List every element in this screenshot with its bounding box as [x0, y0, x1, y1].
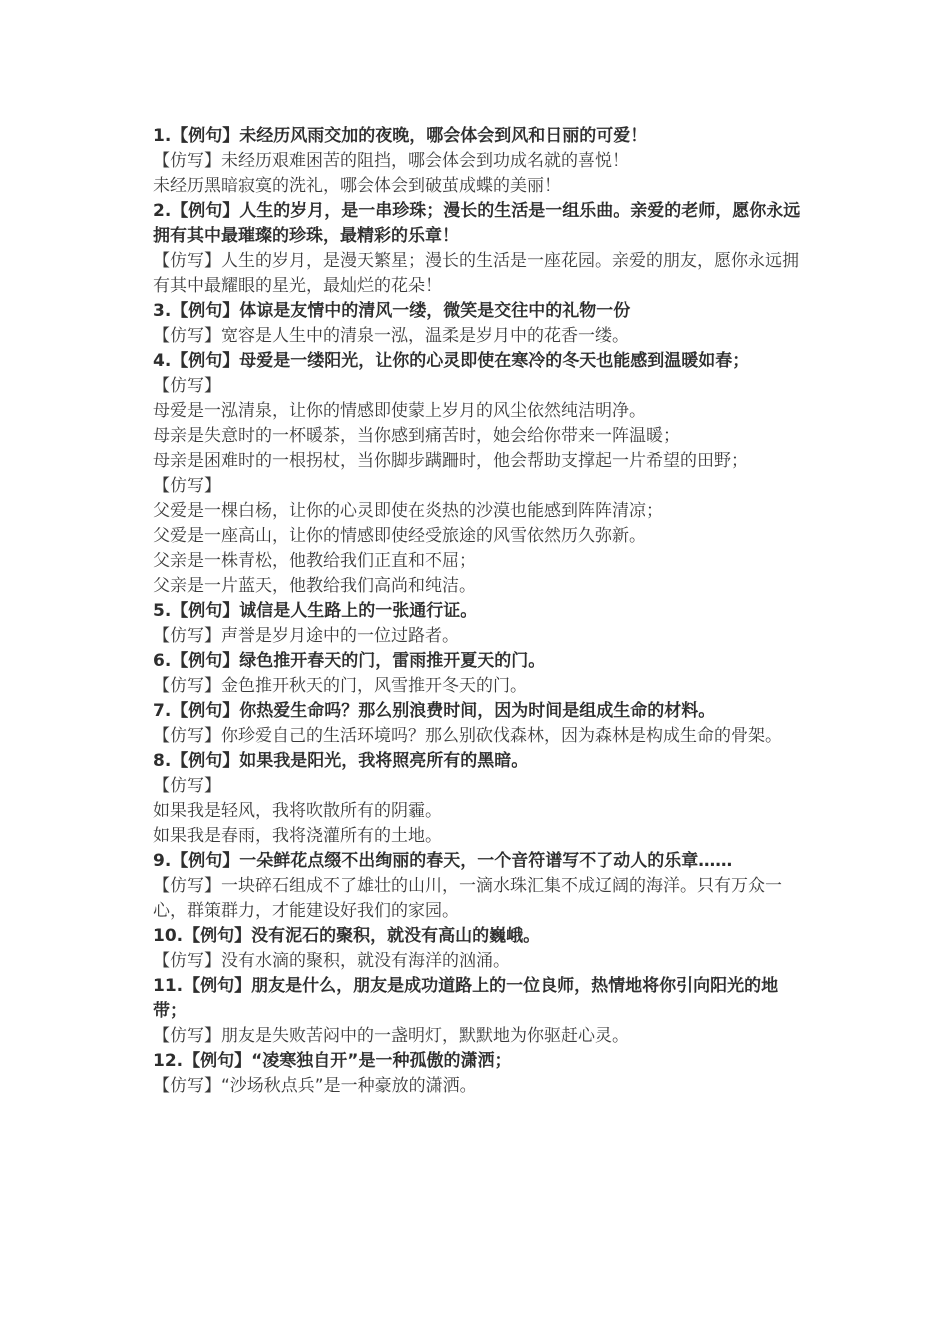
example-sentence: 3.【例句】体谅是友情中的清风一缕，微笑是交往中的礼物一份	[153, 301, 631, 321]
imitation-sentence: 【仿写】	[153, 376, 221, 396]
imitation-sentence: 母爱是一泓清泉，让你的情感即使蒙上岁月的风尘依然纯洁明净。	[153, 401, 646, 421]
imitation-sentence: 母亲是失意时的一杯暖茶，当你感到痛苦时，她会给你带来一阵温暖；	[153, 426, 680, 446]
imitation-sentence: 未经历黑暗寂寞的洗礼，哪会体会到破茧成蝶的美丽！	[153, 176, 561, 196]
imitation-sentence: 【仿写】朋友是失败苦闷中的一盏明灯，默默地为你驱赶心灵。	[153, 1026, 629, 1046]
example-sentence: 2.【例句】人生的岁月，是一串珍珠；漫长的生活是一组乐曲。亲爱的老师，愿你永远拥有其中最璀璨的珍珠，最精彩的乐章！	[153, 201, 801, 246]
example-sentence: 12.【例句】“凌寒独自开”是一种孤傲的潇洒；	[153, 1051, 512, 1071]
imitation-sentence: 如果我是春雨，我将浇灌所有的土地。	[153, 826, 442, 846]
imitation-sentence: 【仿写】人生的岁月，是漫天繁星；漫长的生活是一座花园。亲爱的朋友，愿你永远拥有其中最耀眼的星光，最灿烂的花朵！	[153, 251, 799, 296]
imitation-sentence: 【仿写】没有水滴的聚积，就没有海洋的汹涌。	[153, 951, 510, 971]
imitation-sentence: 【仿写】未经历艰难困苦的阻挡，哪会体会到功成名就的喜悦！	[153, 151, 629, 171]
imitation-sentence: 父亲是一片蓝天，他教给我们高尚和纯洁。	[153, 576, 476, 596]
imitation-sentence: 父爱是一棵白杨，让你的心灵即使在炎热的沙漠也能感到阵阵清凉；	[153, 501, 663, 521]
imitation-sentence: 【仿写】金色推开秋天的门，风雪推开冬天的门。	[153, 676, 527, 696]
example-sentence: 7.【例句】你热爱生命吗？那么别浪费时间，因为时间是组成生命的材料。	[153, 701, 716, 721]
imitation-sentence: 如果我是轻风，我将吹散所有的阴霾。	[153, 801, 442, 821]
example-sentence: 10.【例句】没有泥石的聚积，就没有高山的巍峨。	[153, 926, 541, 946]
imitation-sentence: 【仿写】	[153, 476, 221, 496]
example-sentence: 11.【例句】朋友是什么，朋友是成功道路上的一位良师，热情地将你引向阳光的地带；	[153, 976, 779, 1021]
example-sentence: 5.【例句】诚信是人生路上的一张通行证。	[153, 601, 478, 621]
imitation-sentence: 【仿写】“沙场秋点兵”是一种豪放的潇洒。	[153, 1076, 477, 1096]
example-sentence: 4.【例句】母爱是一缕阳光，让你的心灵即使在寒冷的冬天也能感到温暖如春；	[153, 351, 750, 371]
imitation-sentence: 父亲是一株青松，他教给我们正直和不屈；	[153, 551, 476, 571]
imitation-sentence: 【仿写】声誉是岁月途中的一位过路者。	[153, 626, 459, 646]
imitation-sentence: 【仿写】	[153, 776, 221, 796]
example-sentence: 8.【例句】如果我是阳光，我将照亮所有的黑暗。	[153, 751, 529, 771]
document-body	[153, 124, 803, 1099]
imitation-sentence: 【仿写】你珍爱自己的生活环境吗？那么别砍伐森林，因为森林是构成生命的骨架。	[153, 726, 782, 746]
imitation-sentence: 父爱是一座高山，让你的情感即使经受旅途的风雪依然历久弥新。	[153, 526, 646, 546]
imitation-sentence: 母亲是困难时的一根拐杖，当你脚步蹒跚时，他会帮助支撑起一片希望的田野；	[153, 451, 748, 471]
example-sentence: 6.【例句】绿色推开春天的门，雷雨推开夏天的门。	[153, 651, 546, 671]
example-sentence: 1.【例句】未经历风雨交加的夜晚，哪会体会到风和日丽的可爱！	[153, 126, 648, 146]
imitation-sentence: 【仿写】宽容是人生中的清泉一泓，温柔是岁月中的花香一缕。	[153, 326, 629, 346]
imitation-sentence: 【仿写】一块碎石组成不了雄壮的山川，一滴水珠汇集不成辽阔的海洋。只有万众一心，群策群力，才能建设好我们的家园。	[153, 876, 782, 921]
example-sentence: 9.【例句】一朵鲜花点缀不出绚丽的春天，一个音符谱写不了动人的乐章……	[153, 851, 733, 871]
